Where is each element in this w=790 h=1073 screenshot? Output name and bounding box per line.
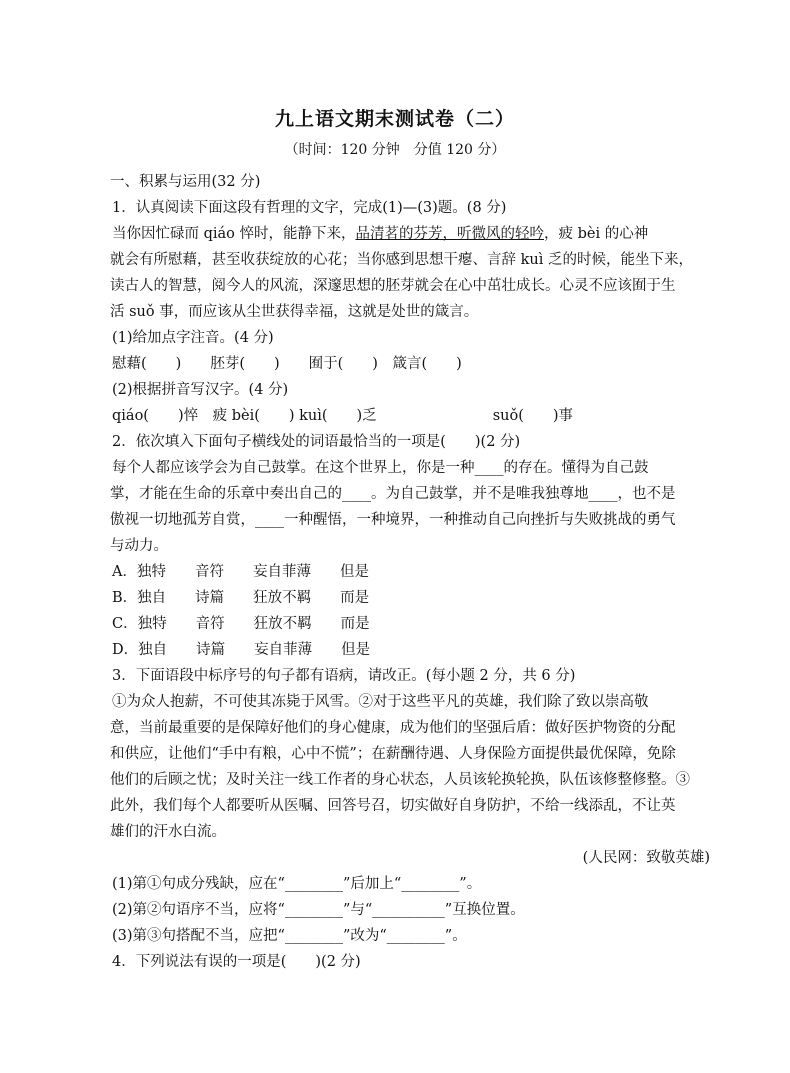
passage-1-line-1 bbox=[112, 224, 712, 244]
passage-3-line-6: 雄们的汗水白流。 bbox=[110, 824, 226, 840]
passage-1-line-3: 读古人的智慧，阅今人的风流，深邃思想的胚芽就会在心中茁壮成长。心灵不应该囿于生 bbox=[110, 278, 676, 294]
passage-2-line-4: 与动力。 bbox=[110, 538, 168, 554]
question-1-1: (1)给加点字注音。(4 分) bbox=[112, 330, 274, 346]
question-1-2: (2)根据拼音写汉字。(4 分) bbox=[112, 382, 289, 398]
passage-3-source: (人民网：致敬英雄) bbox=[582, 850, 710, 866]
question-3-3: (3)第③句搭配不当，应把“________”改为“________”。 bbox=[112, 928, 467, 944]
passage-1-line-1-pre: 当你因忙碌而 qiáo 悴时，能静下来， bbox=[112, 226, 356, 242]
question-1-1-items: 慰藉( ) 胚芽( ) 囿于( ) 箴言( ) bbox=[112, 356, 462, 372]
question-1-2-items: qiáo( )悴 疲 bèi( ) kuì( )乏 suǒ( )事 bbox=[112, 408, 574, 424]
exam-subtitle: （时间：120 分钟 分值 120 分） bbox=[284, 142, 506, 158]
passage-3-line-5: 此外，我们每个人都要听从医嘱、回答号召，切实做好自身防护，不给一线添乱，不让英 bbox=[110, 798, 676, 814]
question-4: 4．下列说法有误的一项是( )(2 分) bbox=[112, 954, 361, 970]
passage-3-line-1: ①为众人抱薪，不可使其冻毙于风雪。②对于这些平凡的英雄，我们除了致以崇高敬 bbox=[112, 694, 649, 710]
option-b: B．独自 诗篇 狂放不羁 而是 bbox=[112, 590, 370, 606]
section-1-heading: 一、积累与运用(32 分) bbox=[110, 174, 261, 190]
passage-3-line-4: 他们的后顾之忧；及时关注一线工作者的身心状态，人员该轮换轮换，队伍该修整修整。③ bbox=[110, 772, 690, 788]
passage-3-line-2: 意，当前最重要的是保障好他们的身心健康，成为他们的坚强后盾：做好医护物资的分配 bbox=[110, 720, 676, 736]
passage-2-line-2: 掌，才能在生命的乐章中奏出自己的____。为自己鼓掌，并不是唯我独尊地____，也不是 bbox=[110, 486, 676, 502]
question-3-1: (1)第①句成分残缺，应在“________”后加上“________”。 bbox=[112, 876, 482, 892]
passage-1-underlined: 品清茗的芬芳，听微风的轻吟 bbox=[355, 226, 545, 242]
question-2: 2．依次填入下面句子横线处的词语最恰当的一项是( )(2 分) bbox=[112, 434, 521, 450]
passage-2-line-3: 傲视一切地孤芳自赏，____一种醒悟，一种境界，一种推动自己向挫折与失败挑战的勇气 bbox=[110, 512, 676, 528]
option-d: D．独自 诗篇 妄自菲薄 但是 bbox=[112, 642, 371, 658]
option-c: C．独特 音符 狂放不羁 而是 bbox=[112, 616, 370, 632]
question-3-2: (2)第②句语序不当，应将“________”与“__________”互换位置。 bbox=[112, 902, 525, 918]
question-3: 3．下面语段中标序号的句子都有语病，请改正。(每小题 2 分，共 6 分) bbox=[112, 668, 576, 684]
passage-3-line-3: 和供应，让他们“手中有粮，心中不慌”；在薪酬待遇、人身保险方面提供最优保障，免除 bbox=[110, 746, 676, 762]
question-1: 1．认真阅读下面这段有哲理的文字，完成(1)—(3)题。(8 分) bbox=[112, 200, 507, 216]
passage-1-line-1-post: ，疲 bèi 的心神 bbox=[544, 226, 649, 242]
passage-1-line-4: 活 suǒ 事，而应该从尘世获得幸福，这就是处世的箴言。 bbox=[110, 304, 479, 320]
passage-1-line-2: 就会有所慰藉，甚至收获绽放的心花；当你感到思想干瘪、言辞 kuì 乏的时候，能坐下来， bbox=[110, 252, 693, 268]
option-a: A．独特 音符 妄自菲薄 但是 bbox=[112, 564, 369, 580]
passage-2-line-1: 每个人都应该学会为自己鼓掌。在这个世界上，你是一种____的存在。懂得为自己鼓 bbox=[112, 460, 649, 476]
exam-title: 九上语文期末测试卷（二） bbox=[274, 108, 515, 130]
